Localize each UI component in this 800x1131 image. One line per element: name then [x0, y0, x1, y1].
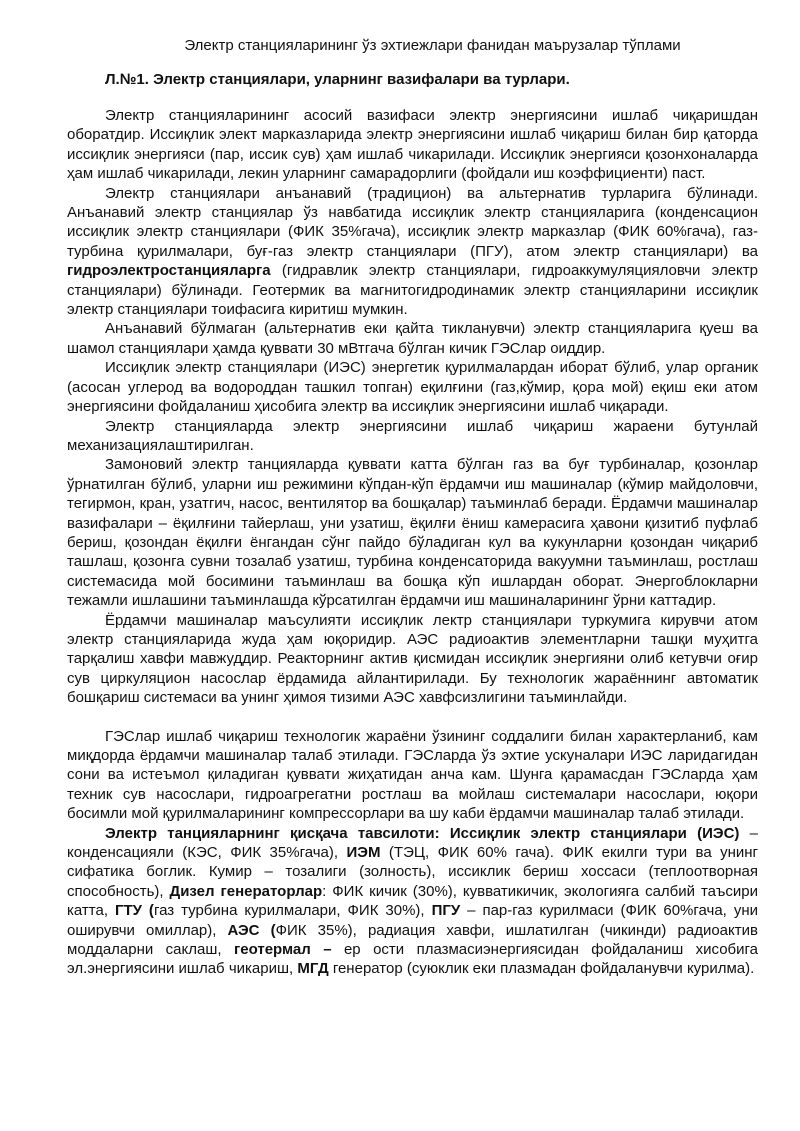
summary-text-6: ФИК 35%), радиация хавфи, ишлатилган (чикинди) радиоактив моддаларни саклаш,	[67, 921, 758, 959]
paragraph-2-text-a: Электр станциялари анъанавий (традицион) ва альтернатив турларига бўлинади. Анъанавий электр станциялар ўз навбатида иссиқлик электр станцияларига (конденсацион иссиқлик электр станциялари (ФИК 35%гача), иссиқлик электр марказлар (ФИК 60%гача), газ-турбина қурилмалари, буғ-газ электр станциялари (ПГУ), атом электр станциялари) ва	[67, 184, 758, 260]
summary-bold-8: МГД	[297, 960, 329, 978]
paragraph-3: Анъанавий бўлмаган (альтернатив еки қайта тикланувчи) электр станцияларига қуеш ва шамол станциялари ҳамда қуввати 30 мВтгача бўлган кичик ГЭСлар оиддир.	[67, 320, 758, 357]
document-body	[67, 106, 758, 979]
summary-bold-6: АЭС (	[227, 921, 276, 939]
paragraph-2-text-c: (гидравлик электр станциялари, гидроаккумуляцияловчи электр станциялари) бўлинади. Геотермик ва магнитогидродинамик электр станцияларини иссиқлик электр станциялари тоифасига киритиш мумкин.	[67, 262, 758, 319]
summary-text-4: газ турбина курилмалари, ФИК 30%),	[153, 902, 425, 920]
paragraph-2	[67, 184, 758, 320]
summary-bold-1: Электр танцияларнинг қисқача тавсилоти: Иссиқлик электр станциялари (ИЭС)	[105, 824, 740, 842]
paragraph-5: Электр станцияларда электр энергиясини ишлаб чиқариш жараени бутунлай механизациялаштирилган.	[67, 417, 758, 454]
summary-text-8: генератор (суюклик еки плазмадан фойдаланувчи курилма).	[332, 960, 755, 978]
summary-text-5: – пар-газ курилмаси (ФИК 60%гача, уни оширувчи омиллар),	[67, 902, 758, 939]
section-title: Л.№1. Электр станциялари, уларнинг вазифалари ва турлари.	[105, 71, 570, 88]
summary-bold-5: ПГУ	[431, 902, 461, 920]
summary-text-1: – конденсацияли (КЭС, ФИК 35%гача),	[67, 824, 758, 862]
summary-text-3: : ФИК кичик (30%), кувватикичик, экологияга салбий таъсири катта,	[67, 882, 758, 920]
paragraph-2-bold-term: гидроэлектростанцияларга	[67, 262, 271, 280]
paragraph-7: Ёрдамчи машиналар маъсулияти иссиқлик лектр станциялари туркумига кирувчи атом электр станцияларида жуда ҳам юқоридир. АЭС радиоактив элементларни ташқи муҳитга тарқалиш хавфи мавжуддир. Реакторнинг актив қисмидан иссиқлик энергияни олиб кетувчи оғир сув циркуляцион насослар ёрдамида айлантирилади. Бу технологик жараённинг автоматик бошқариш системаси ва унинг ҳимоя тизими АЭС хавфсизлигини таъминлайди.	[67, 611, 758, 707]
summary-bold-4: ГТУ (	[114, 902, 154, 920]
summary-bold-7: геотермал –	[233, 941, 332, 959]
paragraph-9-summary	[67, 824, 758, 979]
paragraph-8: ГЭСлар ишлаб чиқариш технологик жараёни ўзининг соддалиги билан характерланиб, кам миқдорда ёрдамчи машиналар талаб этилади. ГЭСларда ўз эхтие ускуналари ИЭС ларидагидан сони ва истеъмол қиладиган қуввати жиҳатидан анча кам. Шунга қарамасдан ГЭСларда ҳам техник сув насослари, гидроагрегатни ростлаш ва мойлаш системалари насослари, юқори босимли мой қурилмаларининг компрессорлари ва шу каби ёрдамчи машиналар талаб этилади.	[67, 727, 758, 823]
running-header: Электр станцияларининг ўз эхтиежлари фанидан маърузалар тўплами	[184, 37, 681, 54]
summary-bold-2: ИЭМ	[346, 844, 381, 862]
paragraph-4: Иссиқлик электр станциялари (ИЭС) энергетик қурилмалардан иборат бўлиб, улар органик (асосан углерод ва водороддан ташкил топган) еқилғини (газ,кўмир, қора мой) еқиш еки атом энергиясини фойдаланиш ҳисобига электр ва иссиқлик энергиясини ишлаб чиқаради.	[67, 359, 758, 416]
summary-text-7: ер ости плазмасиэнергиясидан фойдаланиш хисобига эл.энергиясини ишлаб чикариш,	[67, 941, 759, 978]
summary-text-2: (ТЭЦ, ФИК 60% гача). ФИК екилги тури ва унинг сифатика боглик. Кумир – тозалиги (золность), иссиклик бериш хоссаси (теплоотворная способность),	[67, 844, 759, 900]
paragraph-1: Электр станцияларининг асосий вазифаси электр энергиясини ишлаб чиқаришдан оборатдир. Иссиқлик элект марказларида электр энергиясини ишлаб чиқариш билан бир қаторда иссиқлик энергияси (пар, иссик сув) ҳам ишлаб чикарилади. Иссиқлик энергияси қозонхоналарда ҳам ишлаб чикарилади, лекин уларнинг самарадорлиги (фойдали иш коэффициенти) паст.	[67, 107, 758, 183]
paragraph-6: Замоновий электр танцияларда қуввати катта бўлган газ ва буғ турбиналар, қозонлар ўрнатилган бўлиб, уларни иш режимини кўпдан-кўп ёрдамчи иш машиналар (кўмир майдоловчи, тегирмон, кран, узатгич, насос, вентилятор ва бошқалар) таъминлаб беради. Ёрдамчи машиналар вазифалари – ёқилғини тайерлаш, уни узатиш, ёқилғи ёниш камерасига ҳавони қизитиб пуфлаб бериш, қозондан ёқилғи ёнгандан сўнг пайдо бўладиган кул ва кукунларни қозондан чиқариб ташлаш, қозонга сувни тозалаб узатиш, турбина конденсаторида вакуумни таъминлаш, ростлаш системасида мой босимини таъминлаш ва бошқа кўп ишлардан оборат. Энергоблокларни тежамли ишлашини таъминлашда кўрсатилган ёрдамчи иш машиналарининг ўрни каттадир.	[67, 456, 758, 610]
summary-bold-3: Дизел генераторлар	[169, 882, 323, 900]
